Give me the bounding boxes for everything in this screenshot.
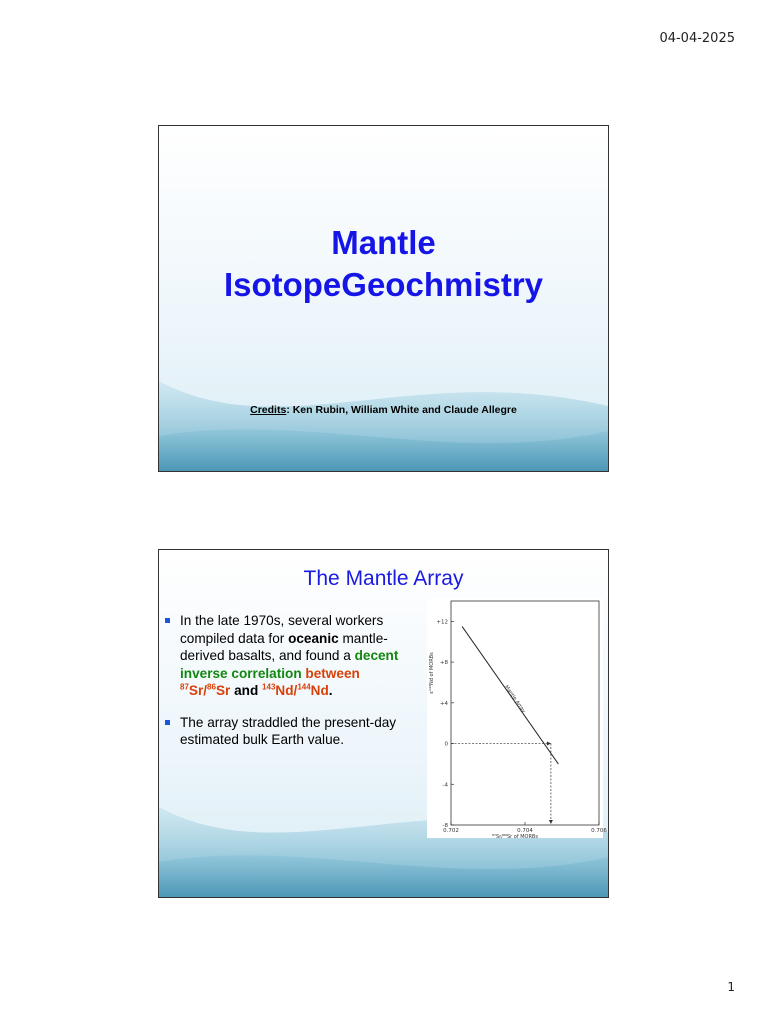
y-tick-label: +8 <box>439 660 448 667</box>
slide-2-title: The Mantle Array <box>303 567 464 590</box>
bullet-1-text-a: In the late 1970s, several workers compiled data for <box>180 613 384 646</box>
x-tick-label: 0.706 <box>591 828 607 834</box>
credits-text: : Ken Rubin, William White and Claude Allegre <box>286 404 517 416</box>
y-tick-label: 0 <box>444 741 448 748</box>
y-tick-label: -4 <box>442 782 448 789</box>
page-date: 04-04-2025 <box>659 31 735 46</box>
bullet-square-icon <box>165 618 170 623</box>
bullet-1-and: and <box>230 683 263 698</box>
sr-ratio: $^{87}$Sr/$^{86}$Sr <box>180 682 231 698</box>
nd-ratio: $^{143}$Nd/$^{144}$Nd <box>262 682 329 698</box>
chart-frame <box>451 601 599 825</box>
bullet-square-icon <box>165 720 170 725</box>
slide-title <box>158 125 609 472</box>
title-line-2: IsotopeGeochmistry <box>223 266 544 303</box>
x-tick-label: 0.704 <box>517 828 533 834</box>
y-tick-label: +4 <box>439 700 448 707</box>
arrow-right-icon <box>547 742 551 746</box>
bullet-1-correlation: decent inverse correlation <box>180 648 399 681</box>
credits-label: Credits <box>250 404 287 416</box>
title-line-1: Mantle <box>331 224 436 261</box>
bullet-1-period: . <box>328 683 333 698</box>
page-number: 1 <box>727 980 735 994</box>
slide-1-title <box>159 222 608 306</box>
arrow-down-icon <box>549 820 553 824</box>
bullet-list <box>165 612 429 763</box>
y-axis-label: ε¹⁴³Nd of MORBs <box>429 652 435 694</box>
bullet-item-1 <box>165 612 429 700</box>
x-tick-label: 0.702 <box>443 828 459 834</box>
x-axis-label: ⁸⁷Sr/⁸⁶Sr of MORBs <box>492 834 538 840</box>
slide-mantle-array <box>158 549 609 898</box>
mantle-array-chart <box>427 598 607 840</box>
bullet-2-text: The array straddled the present-day estimated bulk Earth value. <box>180 714 397 747</box>
y-tick-label: -8 <box>442 823 448 829</box>
credits <box>159 404 608 416</box>
bullet-1-text-b: mantle-derived basalts, and found a <box>180 630 388 663</box>
mantle-array-annotation: Mantle Array <box>503 684 527 715</box>
y-tick-label: +12 <box>436 619 448 626</box>
bullet-1-oceanic: oceanic <box>288 630 339 646</box>
bullet-item-2 <box>165 714 429 749</box>
chart-svg <box>427 598 607 840</box>
bullet-1-between: between <box>301 665 360 681</box>
